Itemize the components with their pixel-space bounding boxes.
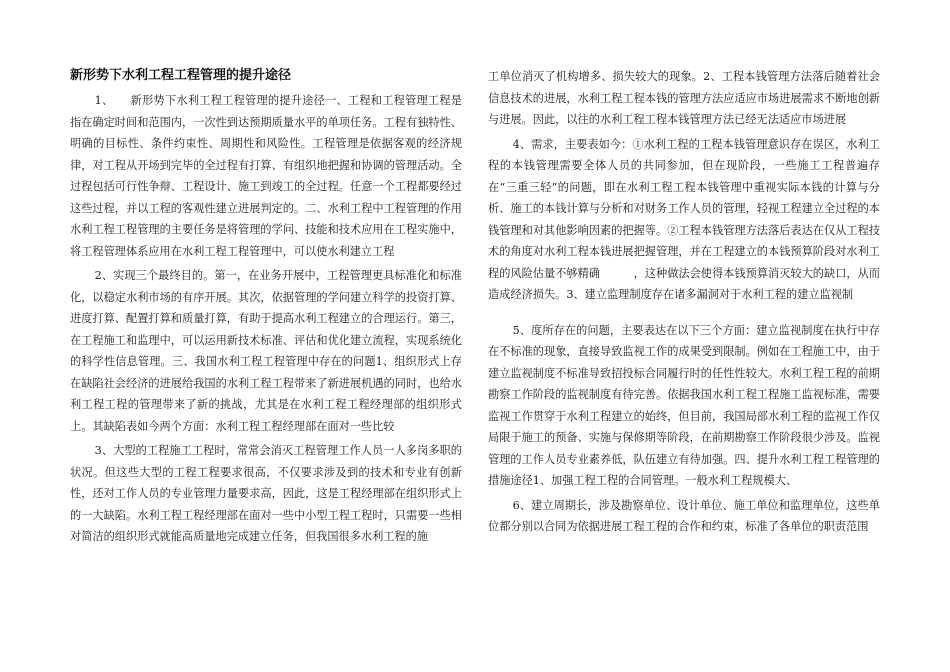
paragraph-1: 1、 新形势下水利工程工程管理的提升途径一、工程和工程管理工程是指在确定时间和范围内，一次性到达预期质量水平的单项任务。工程有独特性、明确的目标性、条件约束性、周期性和风险性。工程管理是依据客观的经济规律，对工程从开场到完毕的全过程有打算、有组织地把握和协调的管理活动。全过程包括可行性争辩、工程设计、施工到竣工的全过程。任意一个工程都要经过这些过程，并以工程的客观性建立进展判定的。二、水利工程中工程管理的作用水利工程工程管理的主要任务是将管理的学问、技能和技术应用在工程实施中，将工程管理体系应用在水利工程工程管理中，可以使水利建立工程 <box>70 94 462 258</box>
right-column <box>488 66 880 541</box>
paragraph-4: 4、需求，主要表如今：①水利工程的工程本钱管理意识存在误区，水利工程的本钱管理需要全体人员的共同参加，但在现阶段，一些施工工程普遍存在“三重三轻”的问题，即在水利工程工程本钱管理中重视实际本钱的计算与分析、施工的本钱计算与分析和对财务工作人员的管理，轻视工程建立全过程的本钱管理和对其他影响因素的把握等。②工程本钱管理方法落后表达在仅从工程技术的角度对水利工程本钱进展把握管理，并在工程建立的本钱预算阶段对水利工程的风险估量不够精确 ，这种做法会使得本钱预算消灭较大的缺口，从而造成经济损失。3、建立监理制度存在诸多漏洞对于水利工程的建立监视制 <box>488 137 880 301</box>
paragraph-3: 3、大型的工程施工工程时，常常会消灭工程管理工作人员一人多岗多职的状况。但这些大型的工程工程要求很高，不仅要求涉及到的技术和专业有创新性，还对工作人员的专业管理力量要求高，因此，这是工程经理部在组织形式上的一大缺陷。水利工程工程经理部在面对一些中小型工程工程时，只需要一些相对简洁的组织形式就能高质量地完成建立任务，但我国很多水利工程的施 <box>70 444 462 543</box>
left-column <box>70 66 462 551</box>
document-title: 新形势下水利工程工程管理的提升途径 <box>70 68 292 83</box>
paragraph-2: 2、实现三个最终目的。第一，在业务开展中，工程管理更具标准化和标准化，以稳定水利市场的有序开展。其次，依据管理的学问建立科学的投资打算、进度打算、配置打算和质量打算，有助于提高水利工程建立的合理运行。第三，在工程施工和监理中，可以运用新技术标准、评估和优化建立流程，实现系统化的科学性信息管理。三、我国水利工程工程管理中存在的问题1、组织形式上存在缺陷社会经济的进展给我国的水利工程工程带来了新进展机遇的同时，也给水利工程工程的管理带来了新的挑战，尤其是在水利工程工程经理部的组织形式上。其缺陷表如今两个方面：水利工程工程经理部在面对一些比较 <box>70 269 462 433</box>
paragraph-3-continued: 工单位消灭了机构增多、损失较大的现象。2、工程本钱管理方法落后随着社会信息技术的进展，水利工程工程本钱的管理方法应适应市场进展需求不断地创新与进展。因此，以往的水利工程工程本钱管理方法已经无法适应市场进展 <box>488 70 880 126</box>
paragraph-6: 6、建立周期长，涉及勘察单位、设计单位、施工单位和监理单位，这些单位都分别以合同为依据进展工程工程的合作和约束，标准了各单位的职责范围 <box>488 498 880 533</box>
paragraph-5: 5、度所存在的问题，主要表达在以下三个方面：建立监视制度在执行中存在不标准的现象，直接导致监视工作的成果受到限制。例如在工程施工中，由于建立监视制度不标准导致招投标合同履行时的任性性较大。水利工程工程的前期勘察工作阶段的监视制度有待完善。依据我国水利工程工程施工监视标准，需要监视工作贯穿于水利工程建立的始终，但目前，我国局部水利工程的监视工作仅局限于施工的预备、实施与保修期等阶段，在前期勘察工作阶段很少涉及。监视管理的工作人员专业素养低，队伍建立有待加强。四、提升水利工程工程管理的措施途径1、加强工程工程的合同管理。一般水利工程规模大、 <box>488 323 880 487</box>
